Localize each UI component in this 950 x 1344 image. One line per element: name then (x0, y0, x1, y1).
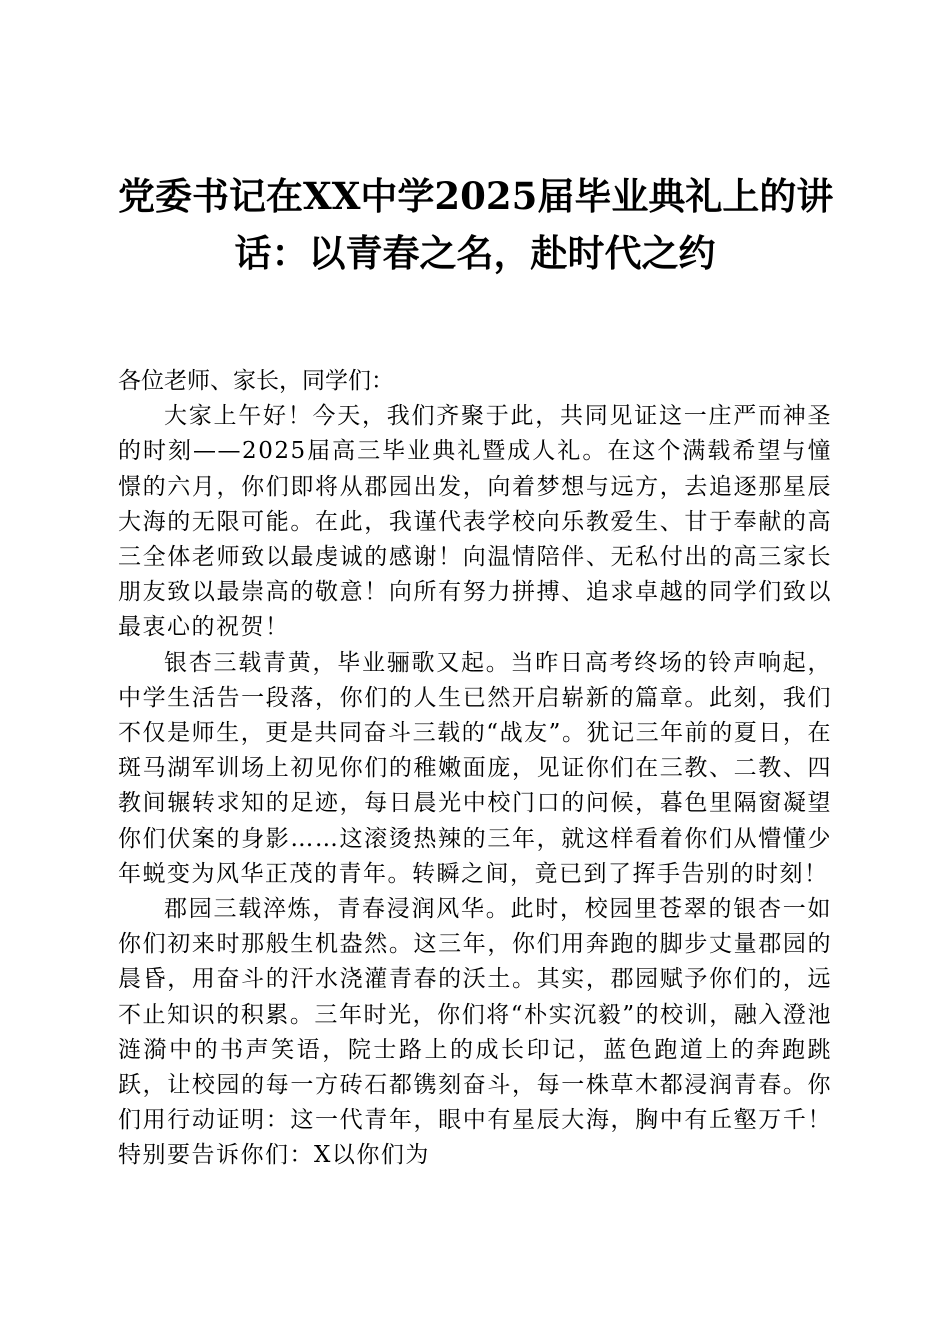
paragraph-3: 郡园三载淬炼，青春浸润风华。此时，校园里苍翠的银杏一如你们初来时那般生机盎然。这三年，你们用奔跑的脚步丈量郡园的晨昏，用奋斗的汗水浇灌青春的沃土。其实，郡园赋予你们的，远不止知识的积累。三年时光，你们将“朴实沉毅”的校训，融入澄池涟漪中的书声笑语，院士路上的成长印记，蓝色跑道上的奔跑跳跃，让校园的每一方砖石都镌刻奋斗，每一株草木都浸润青春。你们用行动证明：这一代青年，眼中有星辰大海，胸中有丘壑万千！特别要告诉你们：X以你们为 (118, 896, 832, 1169)
salutation: 各位老师、家长，同学们： (118, 368, 394, 394)
document-body (118, 364, 832, 1174)
paragraph-2: 银杏三载青黄，毕业骊歌又起。当昨日高考终场的铃声响起，中学生活告一段落，你们的人生已然开启崭新的篇章。此刻，我们不仅是师生，更是共同奋斗三载的“战友”。犹记三年前的夏日，在斑马湖军训场上初见你们的稚嫩面庞，见证你们在三教、二教、四教间辗转求知的足迹，每日晨光中校门口的问候，暮色里隔窗凝望你们伏案的身影……这滚烫热辣的三年，就这样看着你们从懵懂少年蜕变为风华正茂的青年。转瞬之间，竟已到了挥手告别的时刻！ (118, 649, 832, 887)
title-line-2: 话：以青春之名，赴时代之约 (234, 231, 716, 275)
title-line-1: 党委书记在XX中学2025届毕业典礼上的讲 (118, 174, 834, 218)
paragraph-1: 大家上午好！今天，我们齐聚于此，共同见证这一庄严而神圣的时刻——2025届高三毕业典礼暨成人礼。在这个满载希望与憧憬的六月，你们即将从郡园出发，向着梦想与远方，去追逐那星辰大海的无限可能。在此，我谨代表学校向乐教爱生、甘于奉献的高三全体老师致以最虔诚的感谢！向温情陪伴、无私付出的高三家长朋友致以最崇高的敬意！向所有努力拼搏、追求卓越的同学们致以最衷心的祝贺！ (118, 403, 832, 641)
document-title (118, 168, 832, 282)
